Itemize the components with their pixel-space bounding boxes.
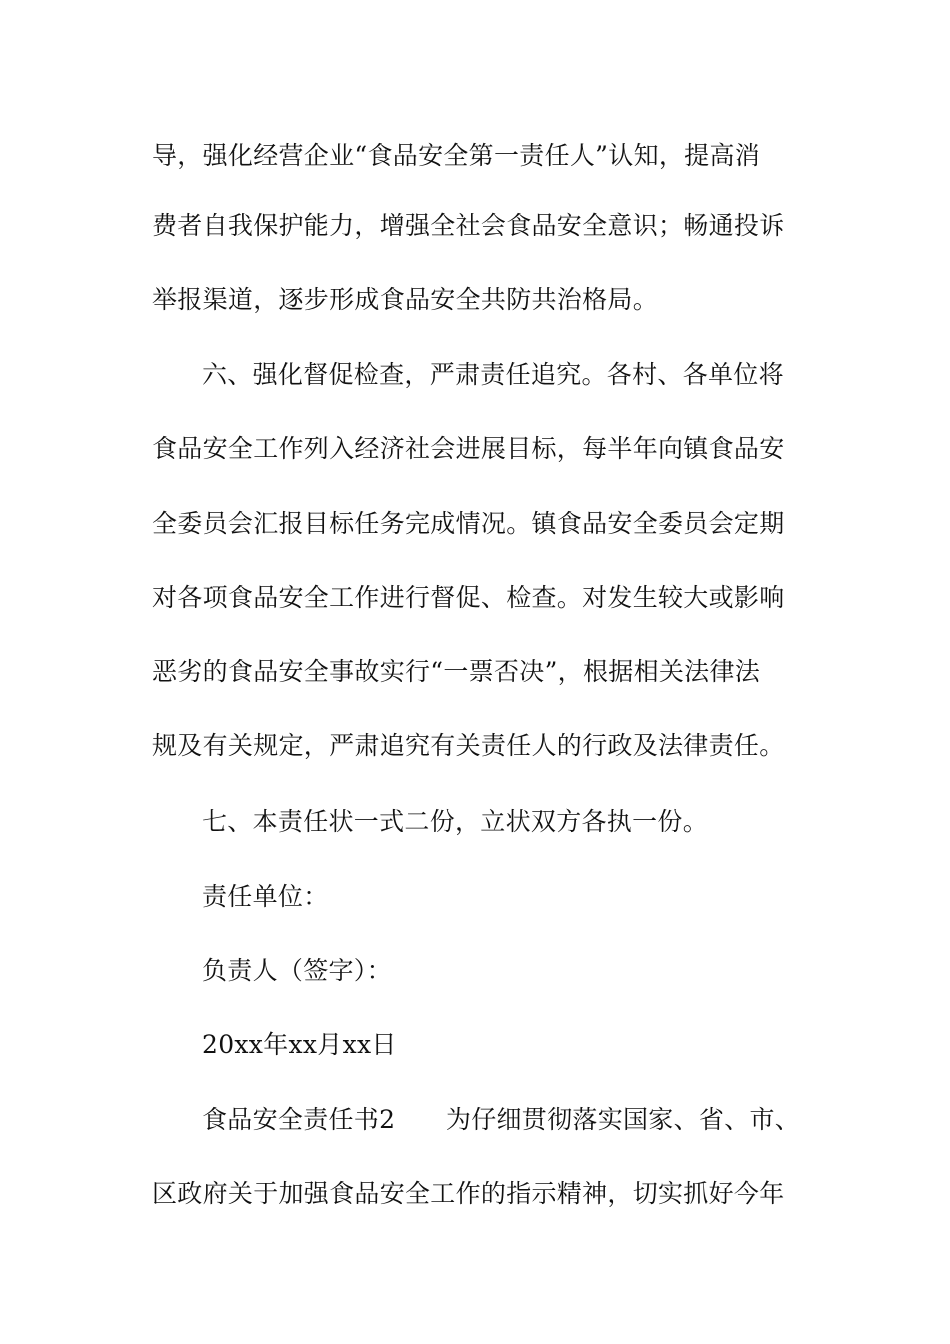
paragraph-line: 规及有关规定，严肃追究有关责任人的行政及法律责任。: [152, 731, 785, 760]
paragraph-line: 食品安全责任书2 为仔细贯彻落实国家、省、市、: [202, 1105, 801, 1134]
responsible-unit-label: 责任单位：: [202, 882, 329, 911]
paragraph-line: 费者自我保护能力，增强全社会食品安全意识；畅通投诉: [152, 211, 785, 240]
paragraph-line: 全委员会汇报目标任务完成情况。镇食品安全委员会定期: [152, 509, 785, 538]
paragraph-line: 恶劣的食品安全事故实行“一票否决”，根据相关法律法: [152, 657, 761, 686]
paragraph-line: 区政府关于加强食品安全工作的指示精神，切实抓好今年: [152, 1179, 785, 1208]
paragraph-line: 七、本责任状一式二份，立状双方各执一份。: [202, 807, 709, 836]
signature-label: 负责人（签字）：: [202, 956, 392, 985]
paragraph-line: 导，强化经营企业“食品安全第一责任人”认知，提高消: [152, 141, 761, 170]
paragraph-line: 举报渠道，逐步形成食品安全共防共治格局。: [152, 285, 659, 314]
date-line: 20xx年xx月xx日: [202, 1030, 397, 1059]
paragraph-line: 对各项食品安全工作进行督促、检查。对发生较大或影响: [152, 583, 785, 612]
paragraph-line: 六、强化督促检查，严肃责任追究。各村、各单位将: [202, 360, 784, 389]
paragraph-line: 食品安全工作列入经济社会进展目标，每半年向镇食品安: [152, 434, 785, 463]
